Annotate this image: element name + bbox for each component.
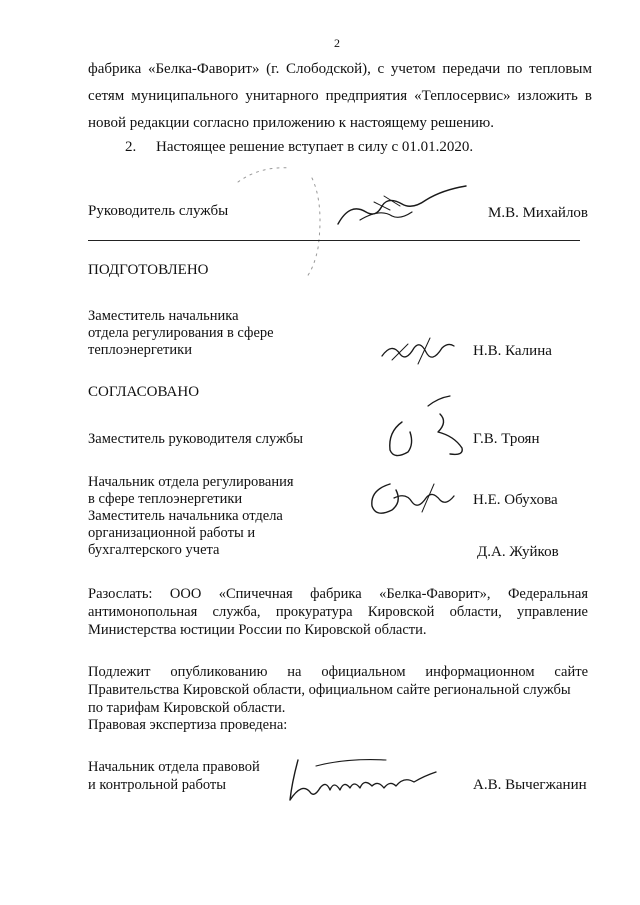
agreed-chief-signature — [366, 476, 456, 522]
agreed-accounting-title-line: Заместитель начальника отдела — [88, 508, 283, 524]
legal-title-line: Начальник отдела правовой — [88, 759, 260, 775]
para1-line1: фабрика «Белка-Фаворит» (г. Слободской), с учетом передачи по тепловым — [88, 61, 592, 77]
para1-line3: новой редакции согласно приложению к настоящему решению. — [88, 115, 494, 131]
distribution-line1: Разослать: ООО «Спичечная фабрика «Белка-Фаворит», Федеральная — [88, 586, 588, 602]
item2-number: 2. — [125, 139, 137, 155]
prepared-title-line: Заместитель начальника — [88, 308, 239, 324]
stamp-trace — [220, 160, 340, 290]
prepared-name: Н.В. Калина — [473, 343, 552, 359]
head-title: Руководитель службы — [88, 203, 229, 219]
agreed-chief-title-line: Начальник отдела регулирования — [88, 474, 294, 490]
prepared-title-line: теплоэнергетики — [88, 342, 192, 358]
publication-line1: Подлежит опубликованию на официальном информационном сайте — [88, 664, 588, 680]
legal-title-line: и контрольной работы — [88, 777, 226, 793]
item2-text: Настоящее решение вступает в силу с 01.01.2020. — [156, 139, 474, 155]
agreed-chief-title-line: в сфере теплоэнергетики — [88, 491, 243, 507]
agreed-chief-name: Н.Е. Обухова — [473, 492, 558, 508]
publication-line2: Правительства Кировской области, официальном сайте региональной службы — [88, 682, 571, 698]
head-name: М.В. Михайлов — [488, 205, 589, 221]
agreed-accounting-title-line: организационной работы и — [88, 525, 256, 541]
agreed-deputy-title: Заместитель руководителя службы — [88, 431, 304, 447]
agreed-deputy-signature — [380, 392, 470, 464]
agreed-heading: СОГЛАСОВАНО — [88, 384, 200, 400]
agreed-accounting-title-line: бухгалтерского учета — [88, 542, 220, 558]
legal-signature — [286, 752, 446, 808]
separator-line — [88, 240, 580, 241]
prepared-title-line: отдела регулирования в сфере — [88, 325, 274, 341]
distribution-line3: Министерства юстиции России по Кировской области. — [88, 622, 427, 638]
para1-line2: сетям муниципального унитарного предприятия «Теплосервис» изложить в — [88, 88, 592, 104]
distribution-line2: антимонопольная служба, прокуратура Кировской области, управление — [88, 604, 588, 620]
agreed-deputy-name: Г.В. Троян — [473, 431, 540, 447]
prepared-signature — [378, 334, 458, 374]
head-signature — [330, 182, 480, 232]
legal-name: А.В. Вычегжанин — [473, 777, 587, 793]
publication-line4: Правовая экспертиза проведена: — [88, 717, 288, 733]
prepared-heading: ПОДГОТОВЛЕНО — [88, 262, 209, 278]
agreed-accounting-name: Д.А. Жуйков — [477, 544, 559, 560]
page-number: 2 — [334, 36, 340, 50]
publication-line3: по тарифам Кировской области. — [88, 700, 286, 716]
